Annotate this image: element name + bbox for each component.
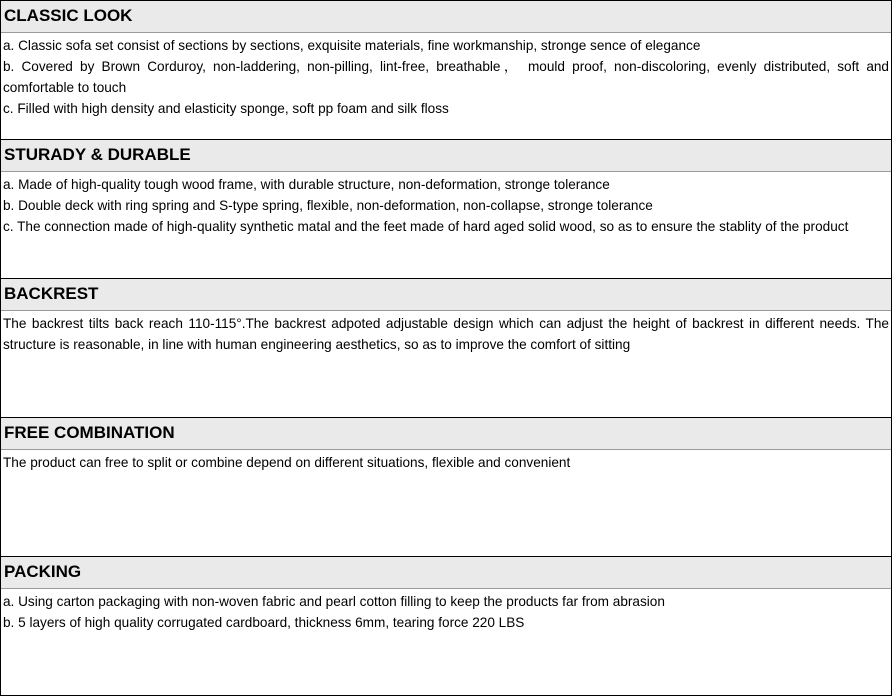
feature-line: The product can free to split or combine depend on different situations, flexible and convenient [3,455,571,470]
feature-line: c. The connection made of high-quality synthetic matal and the feet made of hard aged solid wood, so as to ensure the stablity of the product [3,219,849,234]
feature-line: b. Double deck with ring spring and S-type spring, flexible, non-deformation, non-collapse, stronge tolerance [3,198,653,213]
section-title: PACKING [1,557,891,589]
feature-line: a. Using carton packaging with non-woven fabric and pearl cotton filling to keep the products far from abrasion [3,594,665,609]
section-title: STURADY & DURABLE [1,140,891,172]
feature-line: c. Filled with high density and elasticity sponge, soft pp foam and silk floss [3,101,449,116]
section-body [1,589,891,633]
section-body [1,172,891,237]
section-body [1,33,891,119]
section-sturdy-durable [1,139,891,278]
section-backrest [1,278,891,417]
section-classic-look [1,0,891,139]
section-packing [1,556,891,696]
feature-line: b. 5 layers of high quality corrugated cardboard, thickness 6mm, tearing force 220 LBS [3,615,525,630]
section-body [1,450,891,473]
section-title: CLASSIC LOOK [1,1,891,33]
feature-line: a. Classic sofa set consist of sections by sections, exquisite materials, fine workmanship, stronge sence of elegance [3,38,701,53]
section-free-combination [1,417,891,556]
section-body [1,311,891,355]
section-title: BACKREST [1,279,891,311]
feature-line: a. Made of high-quality tough wood frame, with durable structure, non-deformation, stronge tolerance [3,177,610,192]
feature-line: b. Covered by Brown Corduroy, non-laddering, non-pilling, lint-free, breathable， mould proof, non-discoloring, evenly distributed, soft and comfortable to touch [3,59,889,95]
section-title: FREE COMBINATION [1,418,891,450]
feature-paragraph: The backrest tilts back reach 110-115°.The backrest adpoted adjustable design which can adjust the height of backrest in different needs. The structure is reasonable, in line with human engineering aesthetics, so as to improve the comfort of sitting [3,316,889,352]
